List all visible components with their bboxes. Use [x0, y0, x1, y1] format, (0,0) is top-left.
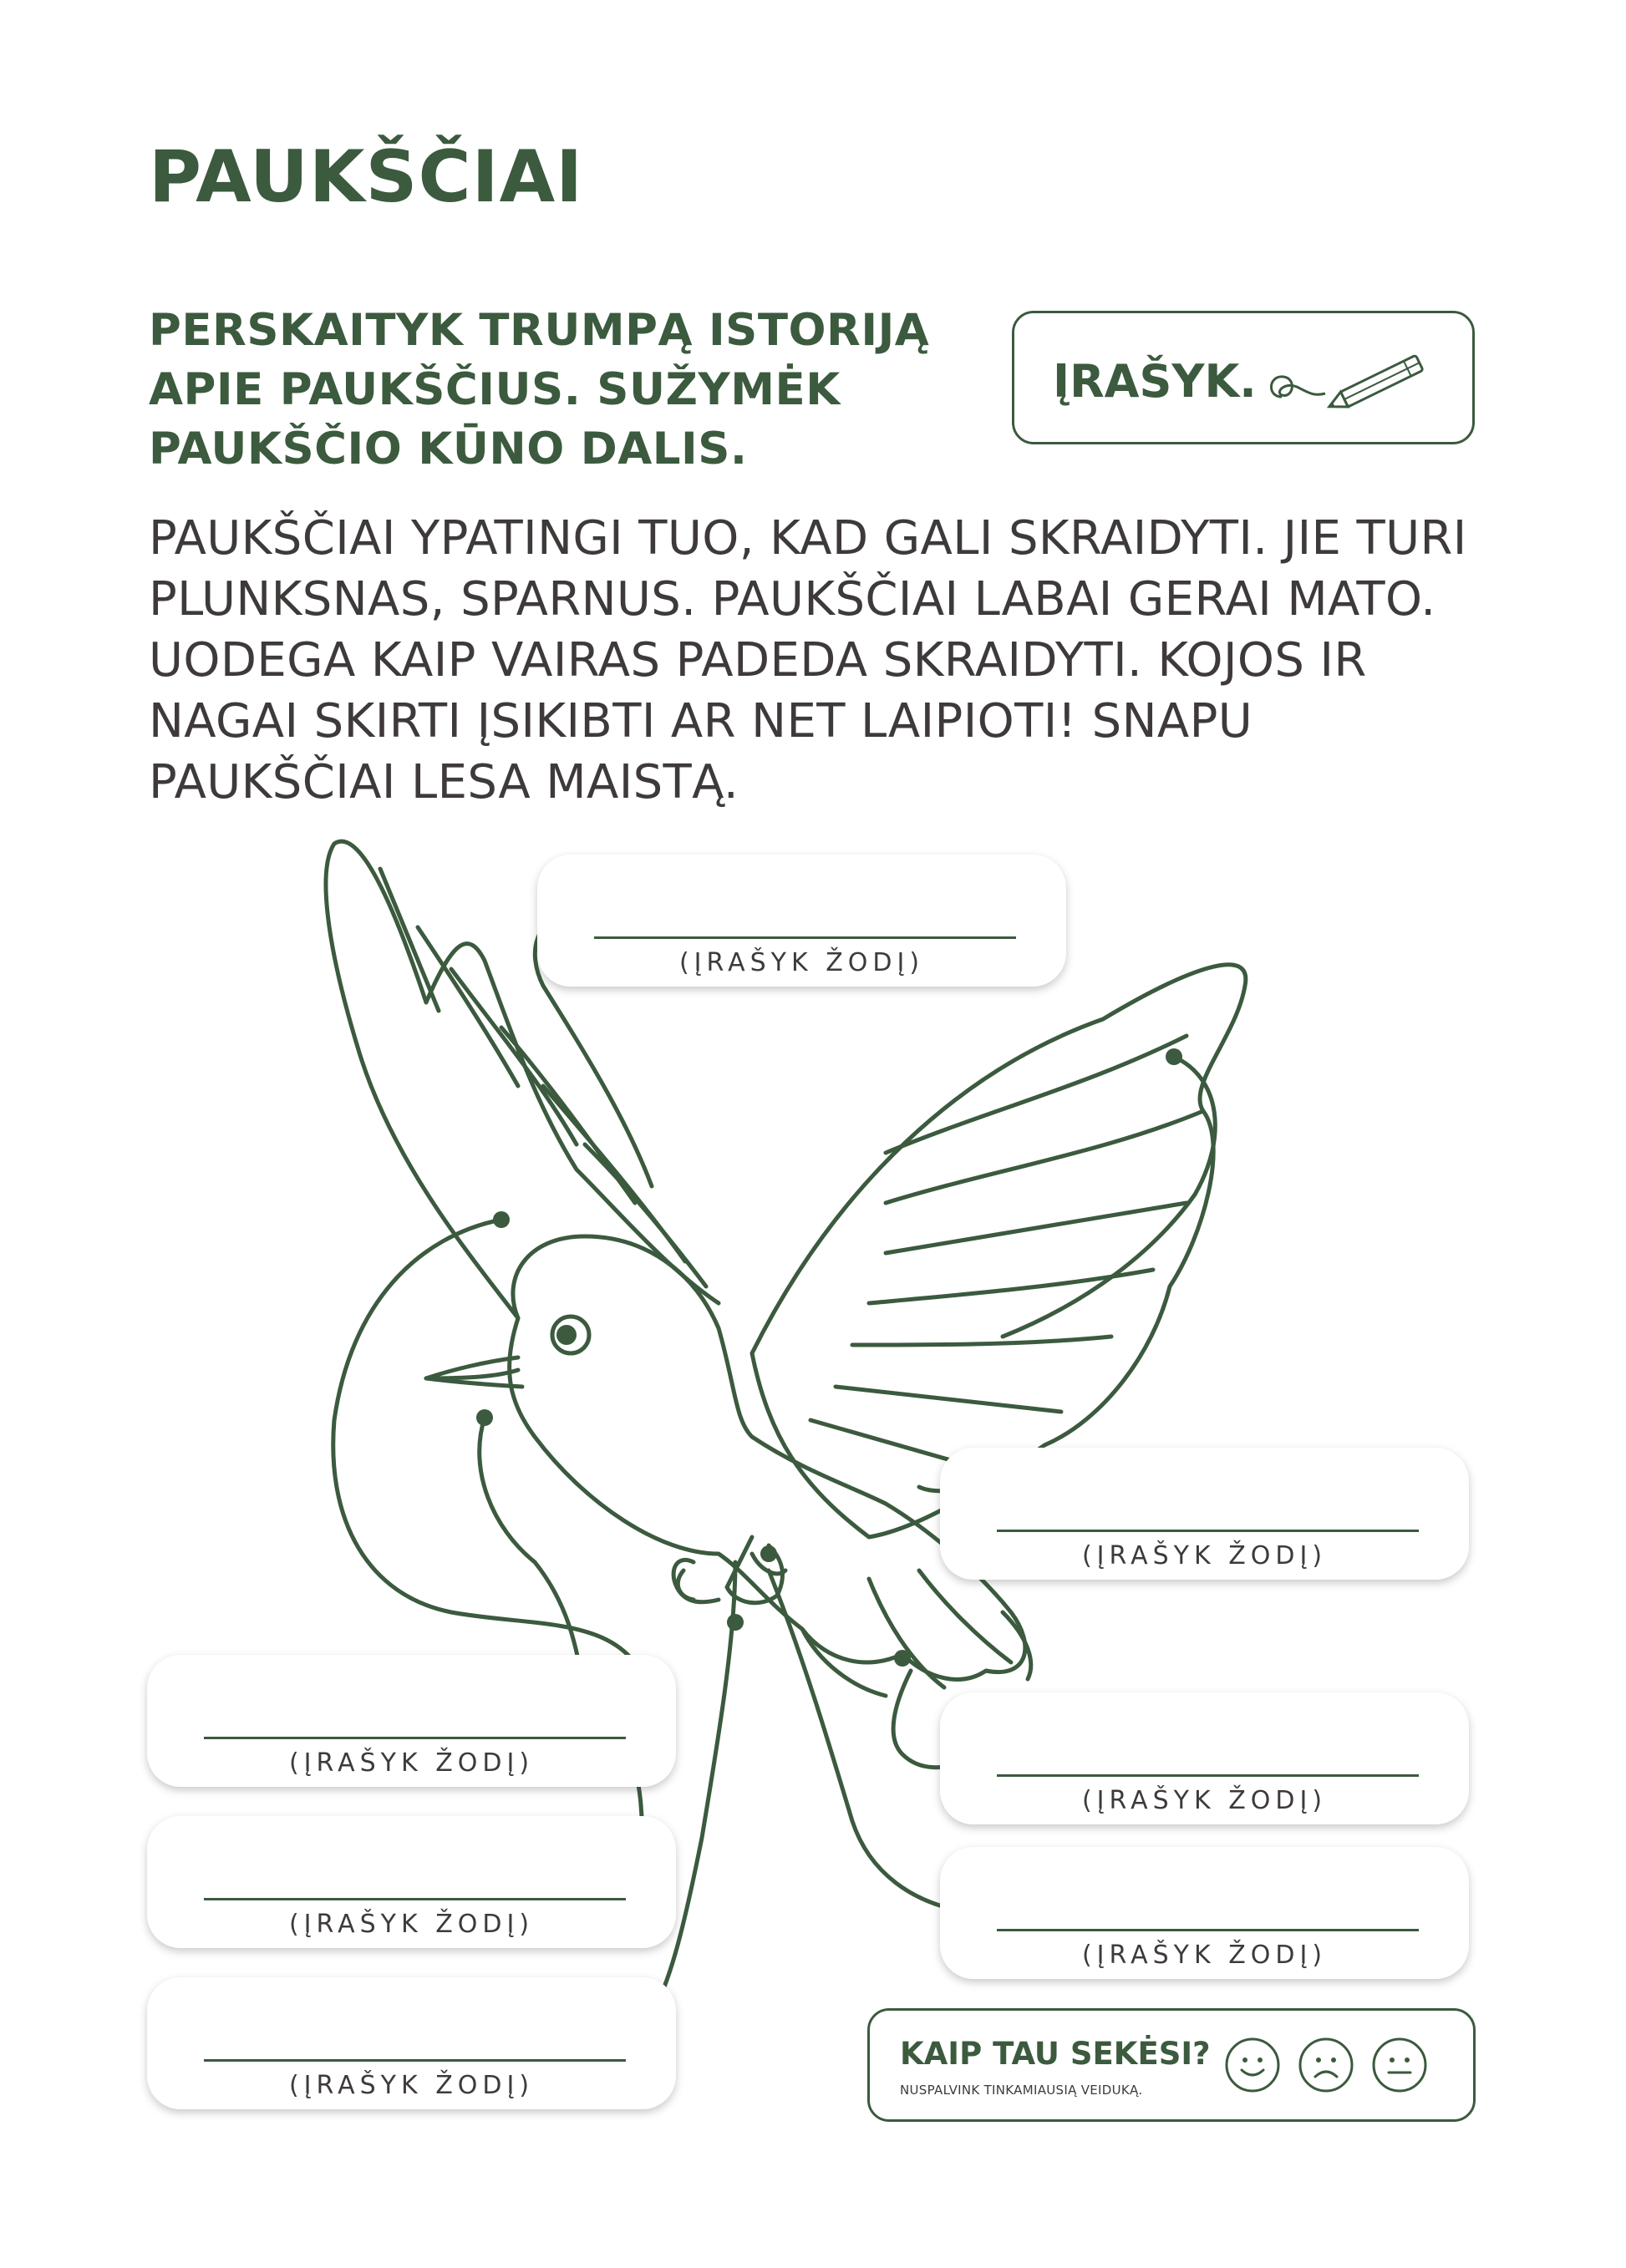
- page-title: PAUKŠČIAI: [149, 135, 584, 219]
- evaluation-title: KAIP TAU SEKĖSI?: [900, 2036, 1211, 2072]
- answer-box-left-1[interactable]: [147, 1655, 676, 1787]
- answer-box-right-1[interactable]: [940, 1448, 1469, 1580]
- write-badge: [1012, 311, 1475, 444]
- write-label: ĮRAŠYK.: [1053, 355, 1257, 408]
- instruction-text: PERSKAITYK TRUMPĄ ISTORIJĄ APIE PAUKŠČIUS. SUŽYMĖK PAUKŠČIO KŪNO DALIS.: [149, 305, 930, 474]
- answer-box-left-2[interactable]: [147, 1816, 676, 1948]
- answer-line[interactable]: [204, 2059, 626, 2062]
- answer-box-right-3[interactable]: [940, 1847, 1469, 1979]
- answer-hint: (ĮRAŠYK ŽODĮ): [1081, 1941, 1328, 1970]
- answer-box-top[interactable]: [537, 855, 1066, 987]
- bird-eye: [552, 1317, 589, 1353]
- bird-feet: [673, 1560, 719, 1601]
- story-text: PAUKŠČIAI YPATINGI TUO, KAD GALI SKRAIDYTI. JIE TURI PLUNKSNAS, SPARNUS. PAUKŠČIAI LABAI GERAI MATO. UODEGA KAIP VAIRAS PADEDA SKRAIDYTI. KOJOS IR NAGAI SKIRTI ĮSIKIBTI AR NET LAIPIOTI! SNAPU PAUKŠČIAI LESA MAISTĄ.: [149, 511, 1467, 809]
- beak: [426, 1357, 522, 1387]
- happy-face-icon[interactable]: [1224, 2037, 1281, 2093]
- answer-hint: (ĮRAŠYK ŽODĮ): [288, 1748, 535, 1778]
- evaluation-subtitle: NUSPALVINK TINKAMIAUSIĄ VEIDUKĄ.: [900, 2083, 1143, 2098]
- answer-line[interactable]: [204, 1737, 626, 1739]
- sad-face-icon[interactable]: [1298, 2037, 1354, 2093]
- neutral-face-icon[interactable]: [1371, 2037, 1428, 2093]
- answer-hint: (ĮRAŠYK ŽODĮ): [1081, 1541, 1328, 1570]
- answer-line[interactable]: [594, 936, 1016, 939]
- pencil-icon: [1263, 348, 1439, 415]
- answer-line[interactable]: [997, 1929, 1419, 1931]
- answer-box-left-3[interactable]: [147, 1977, 676, 2109]
- self-evaluation-box: [867, 2008, 1476, 2122]
- answer-line[interactable]: [204, 1898, 626, 1900]
- answer-hint: (ĮRAŠYK ŽODĮ): [678, 948, 925, 977]
- answer-box-right-2[interactable]: [940, 1692, 1469, 1824]
- answer-hint: (ĮRAŠYK ŽODĮ): [1081, 1786, 1328, 1815]
- answer-hint: (ĮRAŠYK ŽODĮ): [288, 2071, 535, 2100]
- bird-body-outline: [510, 1236, 1025, 1679]
- answer-line[interactable]: [997, 1530, 1419, 1532]
- answer-line[interactable]: [997, 1774, 1419, 1777]
- answer-hint: (ĮRAŠYK ŽODĮ): [288, 1910, 535, 1939]
